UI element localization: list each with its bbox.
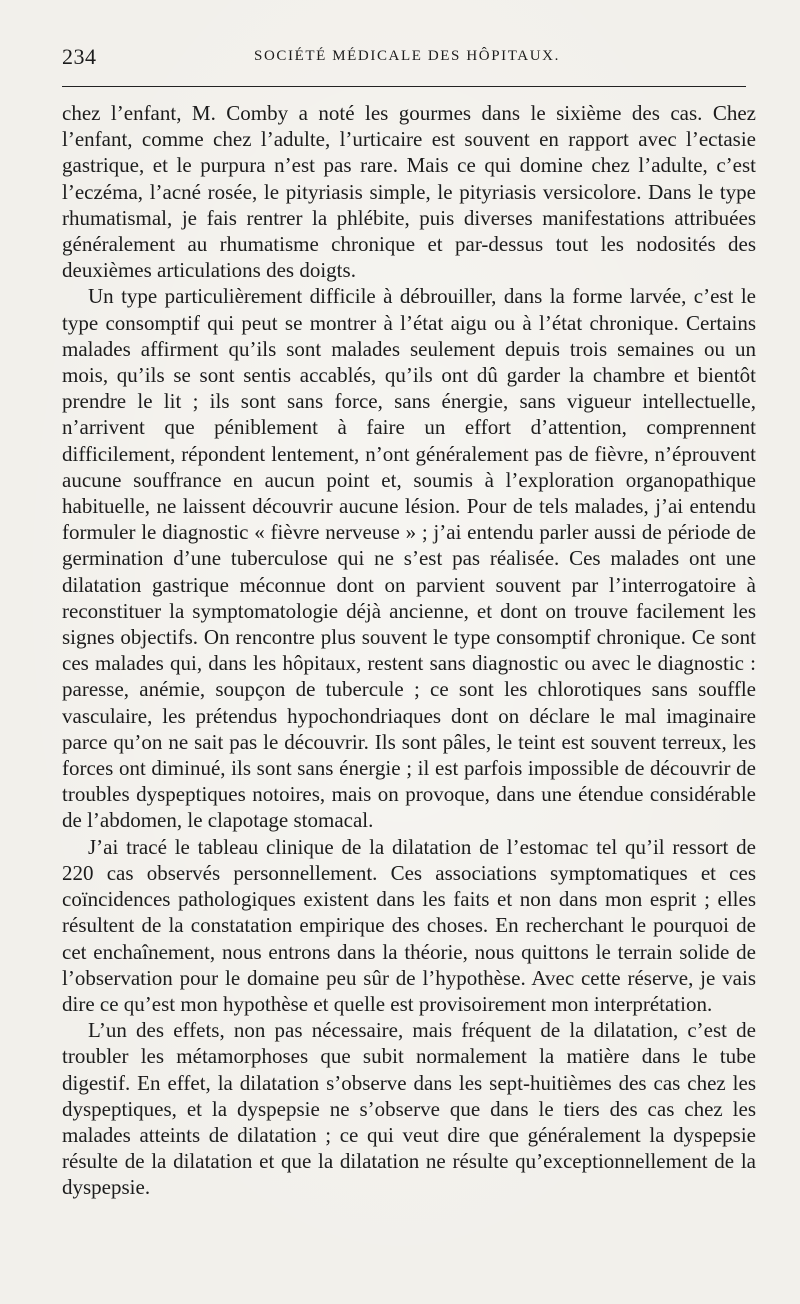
page-number: 234 — [62, 44, 97, 69]
body-text — [62, 100, 756, 1201]
page-header — [62, 44, 746, 74]
paragraph: J’ai tracé le tableau clinique de la dilatation de l’estomac tel qu’il ressort de 220 cas observés personnellement. Ces associations symptomatiques et ces coïncidences pathologiques existent dans les faits et non dans mon esprit ; elles résultent de la constatation empirique des choses. En recherchant le pourquoi de cet enchaînement, nous entrons dans la théorie, nous quittons le terrain solide de l’observation pour le domaine peu sûr de l’hypothèse. Avec cette réserve, je vais dire ce qu’est mon hypothèse et quelle est provisoirement mon interprétation. — [62, 834, 756, 1016]
running-head: SOCIÉTÉ MÉDICALE DES HÔPITAUX. — [254, 48, 560, 64]
paragraph: chez l’enfant, M. Comby a noté les gourmes dans le sixième des cas. Chez l’enfant, comme chez l’adulte, l’urticaire est souvent en rapport avec l’ectasie gastrique, et le purpura n’est pas rare. Mais ce qui domine chez l’adulte, c’est l’eczéma, l’acné rosée, le pityriasis simple, le pityriasis versicolore. Dans le type rhumatismal, je fais rentrer la phlébite, puis diverses manifestations attribuées généralement au rhumatisme chronique et par-dessus tout les nodosités des deuxièmes articulations des doigts. — [62, 101, 756, 283]
paragraph: L’un des effets, non pas nécessaire, mais fréquent de la dilatation, c’est de troubler les métamorphoses que subit normalement la matière dans le tube digestif. En effet, la dilatation s’observe dans les sept-huitièmes des cas chez les dyspeptiques, et la dyspepsie ne s’observe que dans le tiers des cas chez les malades atteints de dilatation ; ce qui veut dire que généralement la dyspepsie résulte de la dilatation et que la dilatation ne résulte qu’exceptionnellement de la dyspepsie. — [62, 1018, 756, 1200]
paragraph: Un type particulièrement difficile à débrouiller, dans la forme larvée, c’est le type consomptif qui peut se montrer à l’état aigu ou à l’état chronique. Certains malades affirment qu’ils sont malades seulement depuis trois semaines ou un mois, qu’ils se sont sentis accablés, qu’ils ont dû garder la chambre et bientôt prendre le lit ; ils sont sans force, sans énergie, sans vigueur intellectuelle, n’arrivent que péniblement à faire un effort d’attention, comprennent difficilement, répondent lentement, n’ont généralement pas de fièvre, n’éprouvent aucune souffrance en aucun point et, soumis à l’exploration organopathique habituelle, ne laissent découvrir aucune lésion. Pour de tels malades, j’ai entendu formuler le diagnostic « fièvre nerveuse » ; j’ai entendu parler aussi de période de germination d’une tuberculose qui ne s’est pas réalisée. Ces malades ont une dilatation gastrique méconnue dont on parvient souvent par l’interrogatoire à reconstituer la symptomatologie déjà ancienne, et dont on trouve facilement les signes objectifs. On rencontre plus souvent le type consomptif chronique. Ce sont ces malades qui, dans les hôpitaux, restent sans diagnostic ou avec le diagnostic : paresse, anémie, soupçon de tubercule ; ce sont les chlorotiques sans souffle vasculaire, les prétendus hypochondriaques dont on déclare le mal imaginaire parce qu’on ne sait pas le découvrir. Ils sont pâles, le teint est souvent terreux, les forces ont diminué, ils sont sans énergie ; il est parfois impossible de découvrir de troubles dyspeptiques notoires, mais on provoque, dans une étendue considérable de l’abdomen, le clapotage stomacal. — [62, 284, 756, 833]
header-rule — [62, 86, 746, 87]
